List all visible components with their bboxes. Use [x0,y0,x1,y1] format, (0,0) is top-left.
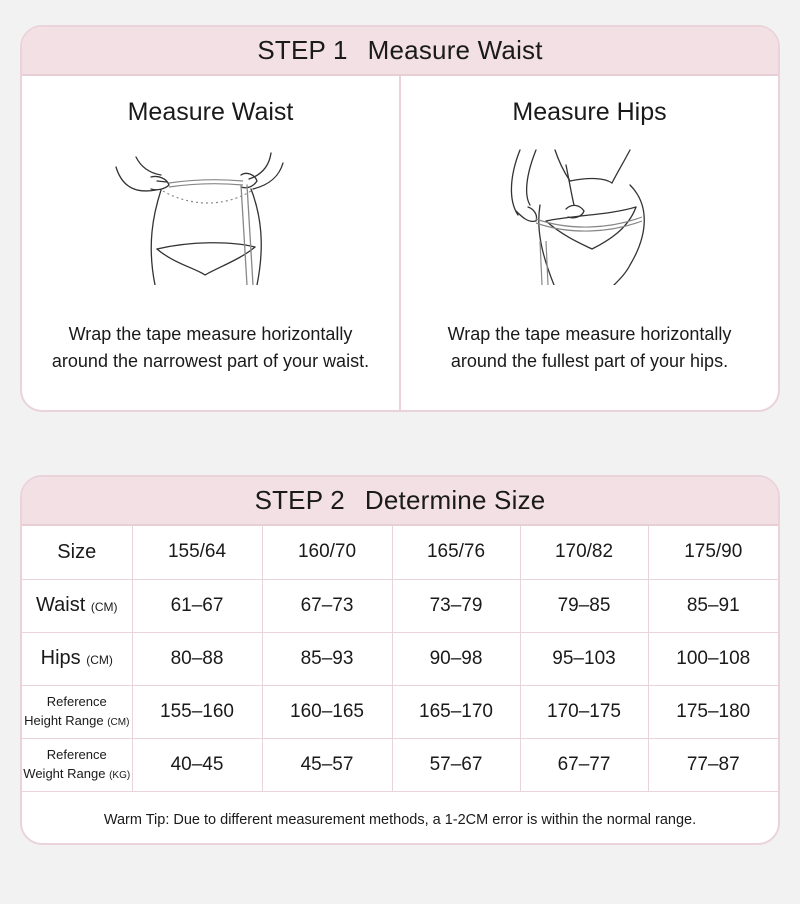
row-header [22,632,132,685]
table-cell: 57–67 [392,738,520,791]
size-table [22,526,778,845]
row-header-unit: (KG) [109,769,131,781]
step2-title: Determine Size [364,485,546,515]
tip-row [22,791,778,845]
table-row [22,579,778,632]
row-header-label: Hips [40,647,81,669]
step1-header [22,27,778,76]
table-row [22,526,778,579]
table-cell: 73–79 [392,579,520,632]
step1-label: STEP 1 [257,35,348,65]
table-row [22,632,778,685]
table-cell: 165/76 [392,526,520,579]
hips-panel-instructions [448,321,732,375]
table-cell: 175–180 [648,685,778,738]
row-header-label: Weight Range [23,765,106,781]
step1-title: Measure Waist [367,35,543,65]
table-cell: 80–88 [132,632,262,685]
row-header-label: Height Range [24,712,104,728]
table-cell: 175/90 [648,526,778,579]
row-header-unit: (CM) [107,716,130,728]
hips-instruction-line: Wrap the tape measure horizontally [447,324,732,344]
table-cell: 155–160 [132,685,262,738]
table-cell: 160–165 [262,685,392,738]
table-cell: 160/70 [262,526,392,579]
row-header-label: Waist [36,594,86,616]
table-cell: 170/82 [520,526,648,579]
table-cell: 165–170 [392,685,520,738]
table-row [22,738,778,791]
hips-panel [399,76,778,410]
table-cell: 100–108 [648,632,778,685]
hips-instruction-line: around the fullest part of your hips. [450,351,729,371]
hips-panel-title: Measure Hips [512,98,667,126]
waist-instruction-line: Wrap the tape measure horizontally [68,324,353,344]
table-cell: 40–45 [132,738,262,791]
row-header-label: Reference [46,693,107,709]
table-cell: 79–85 [520,579,648,632]
row-header-unit: (CM) [86,653,113,667]
table-cell: 67–77 [520,738,648,791]
waist-measure-illustration-icon [101,145,321,285]
table-cell: 170–175 [520,685,648,738]
waist-instruction-line: around the narrowest part of your waist. [51,351,370,371]
table-cell: 155/64 [132,526,262,579]
step2-card [20,475,780,845]
table-cell: 67–73 [262,579,392,632]
table-cell: 77–87 [648,738,778,791]
step2-header [22,477,778,526]
table-cell: 85–91 [648,579,778,632]
table-cell: 61–67 [132,579,262,632]
step2-label: STEP 2 [254,485,345,515]
step1-panels [22,76,778,410]
table-cell: 45–57 [262,738,392,791]
row-header-unit: (CM) [90,600,118,614]
table-row [22,685,778,738]
step1-card [20,25,780,412]
row-header-label: Reference [46,746,107,762]
waist-panel-title: Measure Waist [127,98,294,126]
table-cell: 90–98 [392,632,520,685]
table-cell: 85–93 [262,632,392,685]
row-header [22,685,132,738]
row-header: Size [22,526,132,579]
warm-tip: Warm Tip: Due to different measurement methods, a 1-2CM error is within the normal range. [22,791,778,845]
row-header [22,579,132,632]
hip-measure-illustration-icon [480,145,700,285]
waist-panel [22,76,399,410]
table-cell: 95–103 [520,632,648,685]
row-header [22,738,132,791]
waist-panel-instructions [52,321,369,375]
